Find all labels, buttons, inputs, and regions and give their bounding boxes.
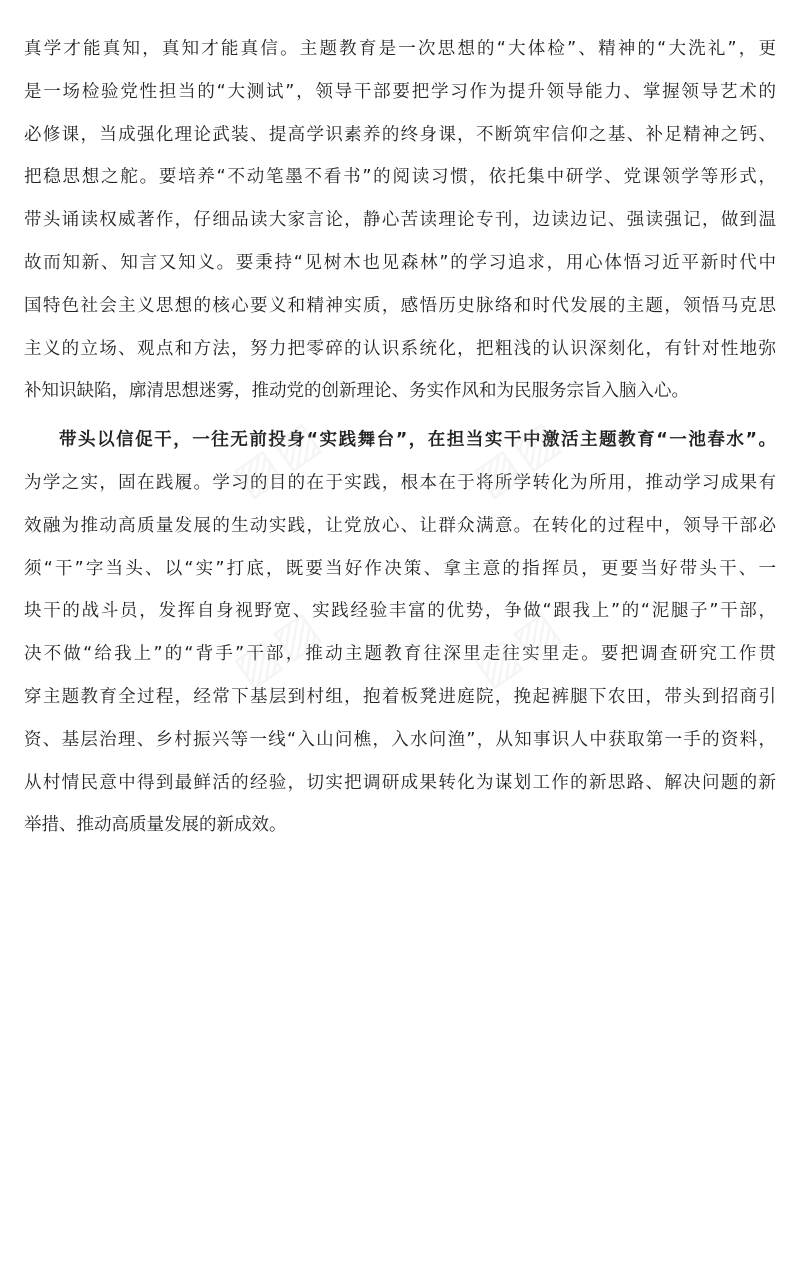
text-line: 真学才能真知，真知才能真信。主题教育是一次思想的“大体检”、精神的“大洗礼”，更	[24, 39, 776, 59]
watermark-mark: ▨▨	[463, 597, 572, 697]
text-line: 穿主题教育全过程，经常下基层到村组，抱着板凳进庭院，挽起裤腿下农田，带头到招商引	[24, 686, 776, 707]
document-body	[24, 28, 776, 847]
watermark-mark: ▨▨	[223, 597, 332, 697]
text-line: 故而知新、知言又知义。要秉持“见树木也见森林”的学习追求，用心体悟习近平新时代中	[24, 252, 776, 273]
watermark-mark: ▨▨	[463, 407, 572, 507]
text-line: 为学之实，固在践履。学习的目的在于实践，根本在于将所学转化为所用，推动学习成果有	[24, 472, 776, 493]
watermark-mark: ▨▨	[223, 407, 332, 507]
text-line: 国特色社会主义思想的核心要义和精神实质，感悟历史脉络和时代发展的主题，领悟马克思	[24, 295, 776, 316]
text-line: 补知识缺陷，廓清思想迷雾，推动党的创新理论、务实作风和为民服务宗旨入脑入心。	[24, 381, 689, 402]
paragraph-2	[24, 419, 776, 847]
text-line: 资、基层治理、乡村振兴等一线“入山问樵，入水问渔”，从知事识人中获取第一手的资料，	[24, 729, 776, 750]
text-line: 决不做“给我上”的“背手”干部，推动主题教育往深里走往实里走。要把调查研究工作贯	[24, 644, 776, 665]
text-line: 举措、推动高质量发展的新成效。	[24, 815, 287, 836]
paragraph-1	[24, 28, 776, 413]
text-line: 必修课，当成强化理论武装、提高学识素养的终身课，不断筑牢信仰之基、补足精神之钙、	[24, 124, 776, 145]
section-heading: 带头以信促干，一往无前投身“实践舞台”，在担当实干中激活主题教育“一池春水”。	[59, 430, 776, 451]
text-line: 从村情民意中得到最鲜活的经验，切实把调研成果转化为谋划工作的新思路、解决问题的新	[24, 772, 776, 793]
text-line: 主义的立场、观点和方法，努力把零碎的认识系统化，把粗浅的认识深刻化，有针对性地弥	[24, 338, 776, 359]
text-line: 块干的战斗员，发挥自身视野宽、实践经验丰富的优势，争做“跟我上”的“泥腿子”干部，	[24, 601, 776, 622]
text-line: 是一场检验党性担当的“大测试”，领导干部要把学习作为提升领导能力、掌握领导艺术的	[24, 81, 776, 102]
text-line: 带头诵读权威著作，仔细品读大家言论，静心苦读理论专刊，边读边记、强读强记，做到温	[24, 210, 776, 231]
text-line: 效融为推动高质量发展的生动实践，让党放心、让群众满意。在转化的过程中，领导干部必	[24, 515, 776, 536]
text-line: 须“干”字当头、以“实”打底，既要当好作决策、拿主意的指挥员，更要当好带头干、一	[24, 558, 776, 579]
text-line: 把稳思想之舵。要培养“不动笔墨不看书”的阅读习惯，依托集中研学、党课领学等形式，	[24, 167, 776, 188]
